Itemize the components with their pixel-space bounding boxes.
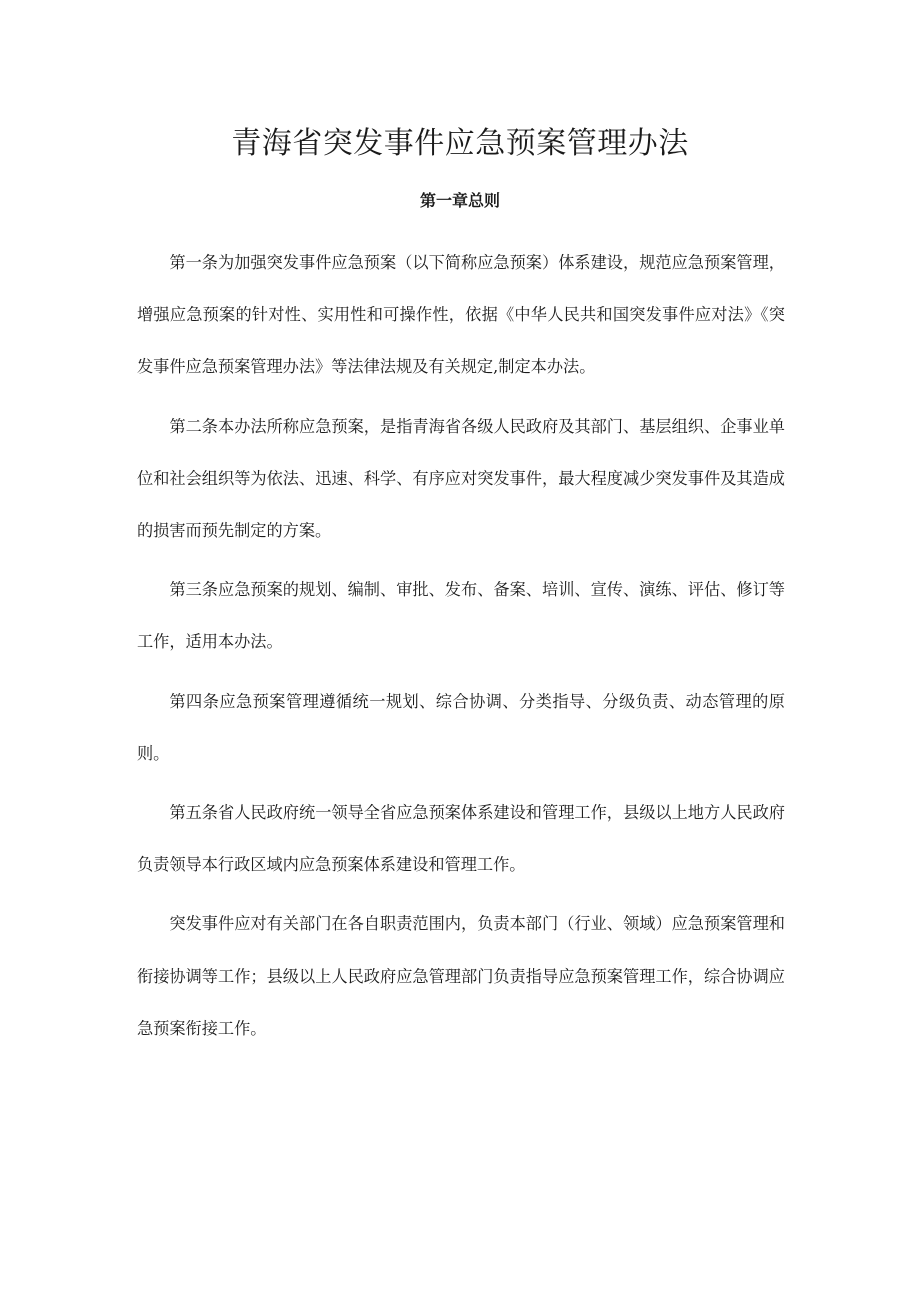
article-5-continuation-paragraph: 突发事件应对有关部门在各自职责范围内，负责本部门（行业、领域）应急预案管理和衔接协调等工作；县级以上人民政府应急管理部门负责指导应急预案管理工作，综合协调应急预案衔接工作。 [137, 914, 785, 1038]
article-3-paragraph: 第三条应急预案的规划、编制、审批、发布、备案、培训、宣传、演练、评估、修订等工作，适用本办法。 [137, 580, 785, 652]
article-1-paragraph: 第一条为加强突发事件应急预案（以下简称应急预案）体系建设，规范应急预案管理，增强应急预案的针对性、实用性和可操作性，依据《中华人民共和国突发事件应对法》《突发事件应急预案管理办法》等法律法规及有关规定,制定本办法。 [137, 253, 785, 377]
chapter-heading: 第一章总则 [419, 191, 500, 210]
document-title: 青海省突发事件应急预案管理办法 [231, 126, 689, 161]
document-body [137, 237, 785, 1062]
article-4-paragraph: 第四条应急预案管理遵循统一规划、综合协调、分类指导、分级负责、动态管理的原则。 [137, 691, 785, 763]
article-5-paragraph: 第五条省人民政府统一领导全省应急预案体系建设和管理工作，县级以上地方人民政府负责领导本行政区域内应急预案体系建设和管理工作。 [137, 803, 785, 875]
article-2-paragraph: 第二条本办法所称应急预案，是指青海省各级人民政府及其部门、基层组织、企事业单位和社会组织等为依法、迅速、科学、有序应对突发事件，最大程度减少突发事件及其造成的损害而预先制定的方案。 [137, 416, 785, 541]
